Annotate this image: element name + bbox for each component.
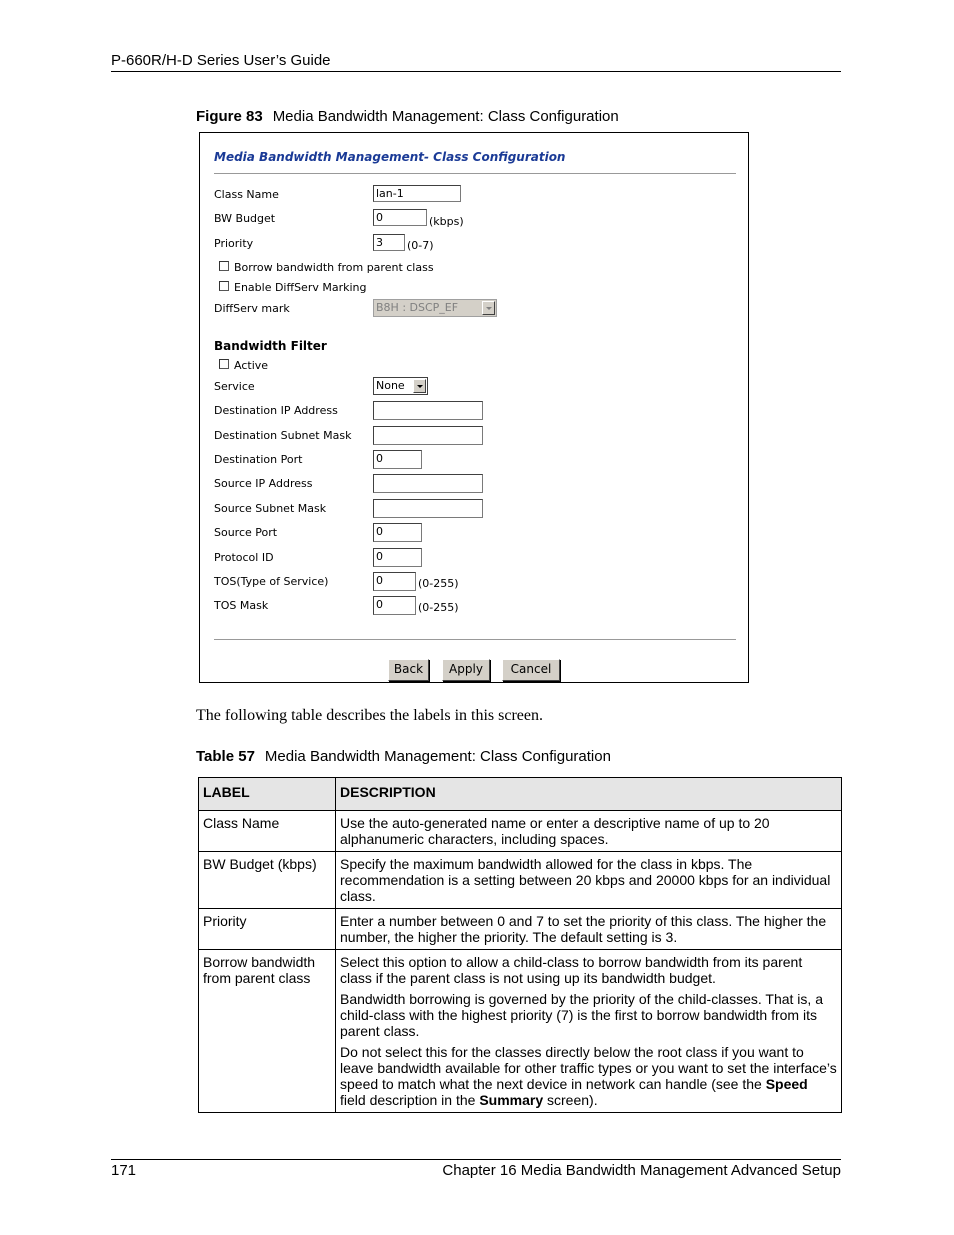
description-paragraph: Bandwidth borrowing is governed by the priority of the child-classes. That is, a child-class with the highest priority (7) is the first to borrow bandwidth from its parent class. [340, 991, 823, 1039]
footer-divider [214, 639, 736, 641]
dest-port-label: Destination Port [214, 453, 303, 466]
table-header-row [199, 778, 842, 811]
tos-mask-label: TOS Mask [214, 599, 269, 612]
bold-term: Speed [765, 1076, 808, 1092]
figure-caption-text: Media Bandwidth Management: Class Configuration [272, 108, 619, 125]
footer-rule [111, 1159, 841, 1160]
src-ip-label: Source IP Address [214, 477, 313, 490]
bw-budget-unit: (kbps) [429, 215, 464, 228]
page-number: 171 [111, 1162, 137, 1179]
description-paragraph [340, 1044, 837, 1108]
running-header: P-660R/H-D Series User’s Guide [111, 52, 331, 69]
tos-input[interactable]: 0 [373, 572, 416, 591]
bold-term: Summary [479, 1092, 544, 1108]
src-port-label: Source Port [214, 526, 278, 539]
service-select[interactable] [373, 377, 428, 395]
bw-budget-input[interactable]: 0 [373, 209, 427, 226]
description-table [198, 777, 842, 1113]
diffserv-mark-value: B8H : DSCP_EF [376, 301, 459, 314]
diffserv-marking-checkbox[interactable] [219, 281, 229, 291]
active-checkbox[interactable] [219, 359, 229, 369]
protocol-id-label: Protocol ID [214, 551, 274, 564]
chevron-down-icon [413, 379, 426, 393]
back-button[interactable]: Back [388, 659, 429, 681]
dest-ip-input[interactable] [373, 401, 483, 420]
row-description [336, 852, 842, 909]
title-divider [214, 173, 736, 175]
table-row [199, 909, 842, 950]
text-run: screen). [543, 1092, 598, 1108]
text-run: field description in the [340, 1092, 480, 1108]
header-description: DESCRIPTION [336, 778, 842, 811]
class-config-screenshot [199, 132, 749, 683]
class-name-input[interactable]: lan-1 [373, 185, 461, 202]
row-description [336, 811, 842, 852]
diffserv-mark-select[interactable] [373, 299, 497, 317]
chapter-title: Chapter 16 Media Bandwidth Management Advanced Setup [442, 1162, 841, 1179]
dest-mask-label: Destination Subnet Mask [214, 429, 352, 442]
dest-ip-label: Destination IP Address [214, 404, 338, 417]
cancel-button[interactable]: Cancel [502, 659, 560, 681]
class-name-label: Class Name [214, 188, 279, 201]
tos-mask-range: (0-255) [418, 601, 459, 614]
text-run: Do not select this for the classes directly below the root class if you want to leave bandwidth available for other traffic types or you want to set the interface’s speed to match what the next device in network can handle (see the [340, 1044, 837, 1092]
row-label: Class Name [199, 811, 336, 852]
bandwidth-filter-heading: Bandwidth Filter [214, 339, 327, 353]
priority-label: Priority [214, 237, 254, 250]
screen-title: Media Bandwidth Management- Class Configuration [214, 150, 566, 164]
diffserv-mark-label: DiffServ mark [214, 302, 290, 315]
priority-range: (0-7) [407, 239, 434, 252]
apply-button[interactable]: Apply [442, 659, 490, 681]
dest-port-input[interactable]: 0 [373, 450, 422, 469]
figure-caption [196, 108, 619, 125]
protocol-id-input[interactable]: 0 [373, 548, 422, 567]
borrow-checkbox[interactable] [219, 261, 229, 271]
chevron-down-icon [482, 301, 495, 315]
header-label: LABEL [199, 778, 336, 811]
src-ip-input[interactable] [373, 474, 483, 493]
diffserv-marking-label: Enable DiffServ Marking [234, 281, 367, 294]
tos-mask-input[interactable]: 0 [373, 596, 416, 615]
description-paragraph: Specify the maximum bandwidth allowed for the class in kbps. The recommendation is a setting between 20 kbps and 20000 kbps for an individual class. [340, 856, 831, 904]
service-value: None [376, 379, 405, 392]
dest-mask-input[interactable] [373, 426, 483, 445]
table-row [199, 811, 842, 852]
src-mask-label: Source Subnet Mask [214, 502, 327, 515]
figure-number: Figure 83 [196, 108, 263, 125]
description-paragraph: Select this option to allow a child-class to borrow bandwidth from its parent class if the parent class is not using up its bandwidth budget. [340, 954, 803, 986]
row-label: Borrow bandwidth from parent class [199, 950, 336, 1113]
borrow-label: Borrow bandwidth from parent class [234, 261, 434, 274]
table-caption-text: Media Bandwidth Management: Class Configuration [264, 748, 611, 765]
header-rule [111, 71, 841, 72]
description-paragraph: Enter a number between 0 and 7 to set the priority of this class. The higher the number, the higher the priority. The default setting is 3. [340, 913, 827, 945]
service-label: Service [214, 380, 255, 393]
active-label: Active [234, 359, 269, 372]
table-caption [196, 748, 611, 765]
tos-range: (0-255) [418, 577, 459, 590]
intro-text: The following table describes the labels in this screen. [196, 707, 544, 724]
row-description [336, 909, 842, 950]
priority-input[interactable]: 3 [373, 234, 405, 251]
row-label: BW Budget (kbps) [199, 852, 336, 909]
description-paragraph: Use the auto-generated name or enter a descriptive name of up to 20 alphanumeric characters, including spaces. [340, 815, 770, 847]
bw-budget-label: BW Budget [214, 212, 276, 225]
row-label: Priority [199, 909, 336, 950]
table-number: Table 57 [196, 748, 255, 765]
row-description [336, 950, 842, 1113]
table-row [199, 852, 842, 909]
src-port-input[interactable]: 0 [373, 523, 422, 542]
tos-label: TOS(Type of Service) [214, 575, 329, 588]
src-mask-input[interactable] [373, 499, 483, 518]
table-row [199, 950, 842, 1113]
